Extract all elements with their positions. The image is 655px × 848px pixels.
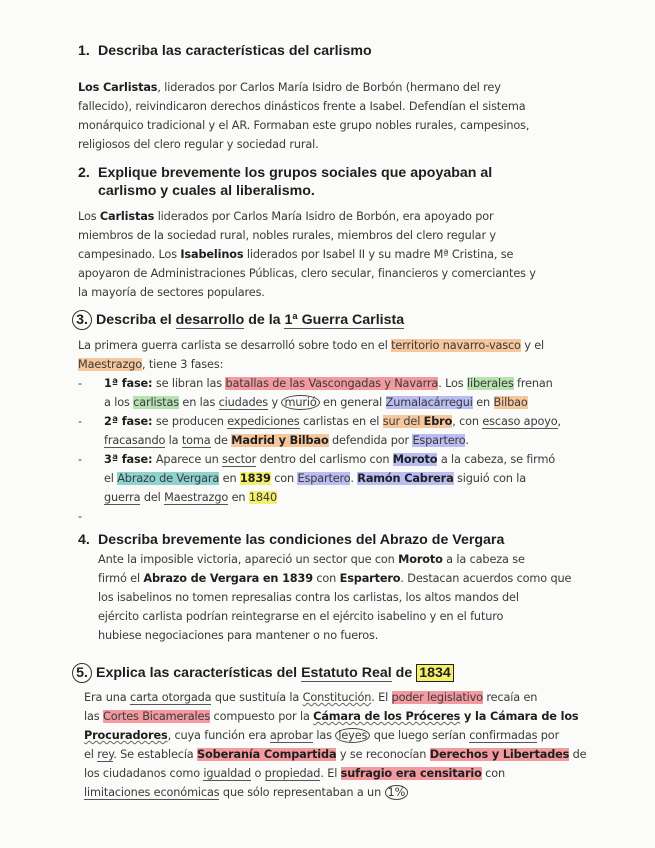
answer-3: La primera guerra carlista se desarrolló sobre todo en el territorio navarro-vasco y el Maestrazgo, tiene 3 fases: - 1ª fase: se libran las batallas de las Vascongadas y Navarra. Los liberales frenan a los carlistas en las ciudades y murió en general Zumalacárregui en Bilbao - 2ª fase: se producen expediciones carlistas en el sur del Ebro, con escaso apoyo, fracasando la toma de Madrid y Bilbao defendida por Espartero. - 3ª fase: Aparece un sector dentro del carlismo con Moroto a la cabeza, se firmó el Abrazo de Vergara en 1839 con Espartero. Ramón Cabrera siguió con la guerra del Maestrazgo en 1840 - <box>78 336 608 526</box>
question-4-title: 4. Describa brevemente las condiciones del Abrazo de Vergara <box>78 532 505 548</box>
question-3-title: 3. Describa el desarrollo de la 1ª Guerra Carlista <box>72 310 404 330</box>
phase-3: - 3ª fase: Aparece un sector dentro del carlismo con Moroto a la cabeza, se firmó el Abrazo de Vergara en 1839 con Espartero. Ramón Cabrera siguió con la guerra del Maestrazgo en 1840 <box>78 453 556 504</box>
phase-1: - 1ª fase: se libran las batallas de las Vascongadas y Navarra. Los liberales frenan a los carlistas en las ciudades y murió en general Zumalacárregui en Bilbao <box>78 377 553 409</box>
question-2-title: 2. Explique brevemente los grupos sociales que apoyaban al carlismo y cuales al liberalismo. <box>78 165 493 199</box>
question-5-title: 5. Explica las características del Estatuto Real de 1834 <box>72 663 454 683</box>
phase-2: - 2ª fase: se producen expediciones carlistas en el sur del Ebro, con escaso apoyo, fracasando la toma de Madrid y Bilbao defendida por Espartero. <box>78 415 561 447</box>
question-1-title: 1. Describa las características del carlismo <box>78 43 372 59</box>
answer-1: Los Carlistas, liderados por Carlos María Isidro de Borbón (hermano del rey fallecido), reivindicaron derechos dinásticos frente a Isabel. Defendían el sistema monárquico tradicional y el AR. Formaban este grupo nobles rurales, campesinos, religiosos del clero regular y sociedad rural. <box>78 81 530 151</box>
answer-2: Los Carlistas liderados por Carlos María Isidro de Borbón, era apoyado por miembros de la sociedad rural, nobles rurales, miembros del clero regular y campesinado. Los Isabelinos liderados por Isabel II y su madre Mª Cristina, se apoyaron de Administraciones Públicas, clero secular, financieros y comerciantes y la mayoría de sectores populares. <box>78 210 536 299</box>
answer-4: Ante la imposible victoria, apareció un sector que con Moroto a la cabeza se firmó el Abrazo de Vergara en 1839 con Espartero. Destacan acuerdos como que los isabelinos no tomen represalias contra los carlistas, los altos mandos del ejército carlista podrían reintegrarse en el ejército isabelino y en el futuro hubiese negociaciones para mantener o no fueros. <box>98 553 572 642</box>
answer-5: Era una carta otorgada que sustituía la Constitución. El poder legislativo recaía en las Cortes Bicamerales compuesto por la Cámara de los Próceres y la Cámara de los Procuradores, cuya función era aprobar las leyes que luego serían confirmadas por el rey. Se establecía Soberanía Compartida y se reconocían Derechos y Libertades de los ciudadanos como igualdad o propiedad. El sufragio era censitario con limitaciones económicas que sólo representaban a un 1% <box>84 691 587 799</box>
